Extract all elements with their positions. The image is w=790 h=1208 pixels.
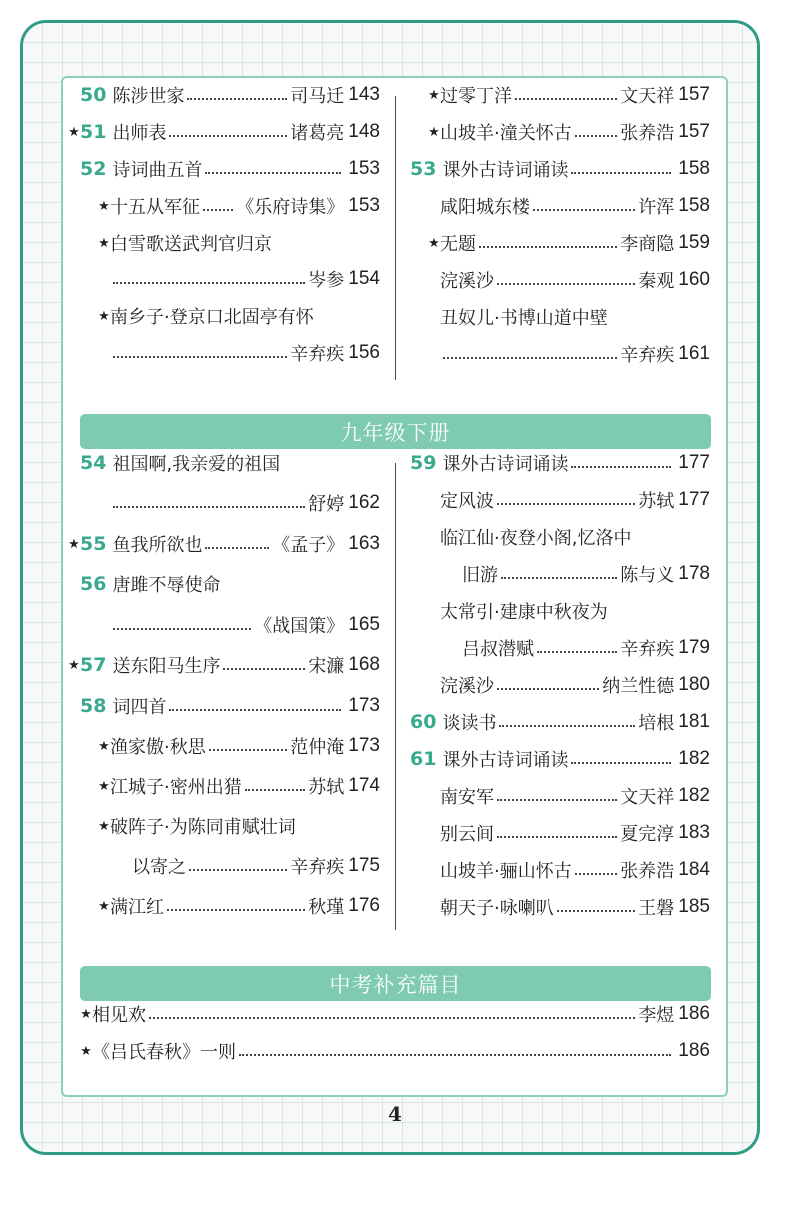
page-ref: 186 [678, 1040, 710, 1061]
entry-title: 破阵子·为陈同甫赋壮词 [110, 817, 296, 838]
entry-author: 苏轼 [638, 491, 675, 512]
toc-entry[interactable] [80, 450, 380, 476]
leader-dots [187, 97, 287, 100]
leader-dots [245, 788, 306, 791]
leader-dots [571, 465, 671, 468]
toc-entry[interactable] [410, 709, 710, 735]
entry-author: 《乐府诗集》 [236, 197, 345, 218]
entry-title: 过零丁洋 [440, 86, 512, 107]
entry-author: 李商隐 [620, 234, 675, 255]
page-ref: 182 [678, 785, 710, 806]
page-ref: 160 [678, 269, 710, 290]
star-marker: ★ [98, 198, 110, 214]
entry-author: 纳兰性德 [602, 676, 675, 697]
toc-entry[interactable] [440, 304, 710, 330]
entry-title: 别云间 [440, 824, 494, 845]
leader-dots [497, 687, 599, 690]
entry-author: 培根 [638, 713, 675, 734]
toc-entry[interactable] [462, 635, 710, 661]
star-marker: ★ [428, 235, 440, 251]
entry-author: 苏轼 [308, 777, 345, 798]
entry-author: 辛弃疾 [620, 639, 675, 660]
entry-title: 丑奴儿·书博山道中壁 [440, 308, 608, 329]
entry-title: 定风波 [440, 491, 494, 512]
toc-entry[interactable] [110, 340, 380, 366]
entry-title: 咸阳城东楼 [440, 197, 530, 218]
leader-dots [501, 576, 617, 579]
lesson-number: 50 [80, 84, 107, 106]
page-ref: 184 [678, 859, 710, 880]
toc-entry[interactable] [98, 230, 380, 256]
toc-entry[interactable] [440, 524, 710, 550]
toc-entry[interactable] [428, 82, 710, 108]
page-ref: 174 [348, 775, 380, 796]
lesson-number: 53 [410, 158, 437, 180]
entry-author: 许浑 [638, 197, 675, 218]
toc-entry[interactable] [80, 1038, 710, 1064]
star-marker: ★ [68, 657, 80, 673]
lesson-number: 55 [80, 533, 107, 555]
entry-title: 鱼我所欲也 [112, 535, 203, 556]
page-ref: 157 [678, 84, 710, 105]
entry-title: 吕叔潜赋 [462, 639, 534, 660]
star-marker: ★ [98, 308, 110, 324]
entry-author: 辛弃疾 [290, 344, 345, 365]
entry-title: 以寄之 [132, 857, 186, 878]
entry-author: 夏完淳 [620, 824, 675, 845]
entry-title: 太常引·建康中秋夜为 [440, 602, 608, 623]
toc-entry[interactable] [440, 894, 710, 920]
toc-entry[interactable] [440, 857, 710, 883]
entry-title: 送东阳马生序 [112, 656, 221, 677]
entry-author: 诸葛亮 [290, 123, 345, 144]
entry-author: 辛弃疾 [620, 345, 675, 366]
star-marker: ★ [98, 778, 110, 794]
toc-entry[interactable] [440, 341, 710, 367]
entry-author: 舒婷 [308, 494, 345, 515]
page-ref: 156 [348, 342, 380, 363]
page-ref: 176 [348, 895, 380, 916]
page-ref: 168 [348, 654, 380, 675]
page-ref: 158 [678, 195, 710, 216]
toc-entry[interactable] [440, 487, 710, 513]
page-ref: 173 [348, 735, 380, 756]
entry-title: 山坡羊·骊山怀古 [440, 861, 572, 882]
page-ref: 180 [678, 674, 710, 695]
entry-title: 陈涉世家 [112, 86, 185, 107]
lesson-number: 57 [80, 654, 107, 676]
toc-entry[interactable] [410, 450, 710, 476]
leader-dots [497, 282, 635, 285]
entry-title: 祖国啊,我亲爱的祖国 [112, 454, 281, 475]
toc-entry[interactable] [110, 266, 380, 292]
entry-title: 渔家傲·秋思 [110, 737, 206, 758]
entry-title: 出师表 [112, 123, 167, 144]
page-ref: 183 [678, 822, 710, 843]
toc-entry[interactable] [98, 193, 380, 219]
entry-title: 白雪歌送武判官归京 [110, 234, 272, 255]
entry-title: 谈读书 [442, 713, 497, 734]
page-ref: 175 [348, 855, 380, 876]
page-ref: 159 [678, 232, 710, 253]
entry-title: 南乡子·登京口北固亭有怀 [110, 307, 314, 328]
toc-entry[interactable] [80, 693, 380, 719]
page-ref: 165 [348, 614, 380, 635]
page-ref: 153 [348, 195, 380, 216]
page-ref: 153 [348, 158, 380, 179]
page-ref: 158 [678, 158, 710, 179]
leader-dots [223, 667, 305, 670]
leader-dots [479, 245, 617, 248]
leader-dots [113, 505, 305, 508]
lesson-number: 51 [80, 121, 107, 143]
leader-dots [205, 546, 269, 549]
page-ref: 157 [678, 121, 710, 142]
entry-title: 《吕氏春秋》一则 [92, 1042, 236, 1063]
page-number: 4 [388, 1102, 402, 1126]
lesson-number: 56 [80, 573, 107, 595]
toc-entry[interactable] [98, 733, 380, 759]
page-ref: 154 [348, 268, 380, 289]
leader-dots [443, 356, 617, 359]
toc-entry[interactable] [410, 746, 710, 772]
toc-entry[interactable] [68, 652, 380, 678]
entry-title: 相见欢 [92, 1005, 146, 1026]
entry-author: 岑参 [308, 270, 345, 291]
leader-dots [571, 171, 671, 174]
entry-title: 无题 [440, 234, 476, 255]
toc-entry[interactable] [110, 490, 380, 516]
toc-entry[interactable] [80, 82, 380, 108]
leader-dots [571, 761, 671, 764]
leader-dots [497, 835, 617, 838]
page-ref: 163 [348, 533, 380, 554]
entry-author: 范仲淹 [290, 737, 345, 758]
leader-dots [497, 798, 617, 801]
leader-dots [113, 355, 287, 358]
leader-dots [203, 208, 233, 211]
page-ref: 182 [678, 748, 710, 769]
toc-entry[interactable] [98, 303, 380, 329]
toc-entry[interactable] [462, 561, 710, 587]
entry-author: 辛弃疾 [290, 857, 345, 878]
entry-author: 张养浩 [620, 123, 675, 144]
leader-dots [167, 908, 305, 911]
star-marker: ★ [98, 818, 110, 834]
toc-entry[interactable] [428, 119, 710, 145]
page-ref: 148 [348, 121, 380, 142]
section-banner-grade9-book2 [80, 414, 711, 449]
star-marker: ★ [68, 536, 80, 552]
toc-entry[interactable] [440, 820, 710, 846]
leader-dots [499, 724, 635, 727]
star-marker: ★ [428, 87, 440, 103]
leader-dots [205, 171, 341, 174]
star-marker: ★ [98, 898, 110, 914]
page-ref: 178 [678, 563, 710, 584]
star-marker: ★ [428, 124, 440, 140]
toc-entry[interactable] [410, 156, 710, 182]
toc-entry[interactable] [132, 853, 380, 879]
leader-dots [557, 909, 636, 912]
entry-title: 山坡羊·潼关怀古 [440, 123, 572, 144]
page-ref: 181 [678, 711, 710, 732]
page-ref: 173 [348, 695, 380, 716]
entry-author: 陈与义 [620, 565, 675, 586]
leader-dots [239, 1053, 671, 1056]
leader-dots [169, 134, 287, 137]
entry-title: 临江仙·夜登小阁,忆洛中 [440, 528, 632, 549]
entry-title: 唐雎不辱使命 [112, 575, 221, 596]
leader-dots [149, 1016, 635, 1019]
leader-dots [575, 872, 618, 875]
page-ref: 177 [678, 489, 710, 510]
leader-dots [515, 97, 617, 100]
page-ref: 185 [678, 896, 710, 917]
leader-dots [575, 134, 618, 137]
toc-entry[interactable] [80, 571, 380, 597]
toc-entry[interactable] [98, 893, 380, 919]
entry-author: 文天祥 [620, 787, 675, 808]
entry-author: 李煜 [638, 1005, 675, 1026]
entry-title: 朝天子·咏喇叭 [440, 898, 554, 919]
entry-author: 司马迁 [290, 86, 345, 107]
leader-dots [533, 208, 635, 211]
entry-author: 秋瑾 [308, 897, 345, 918]
entry-author: 秦观 [638, 271, 675, 292]
entry-title: 十五从军征 [110, 197, 200, 218]
toc-entry[interactable] [440, 672, 710, 698]
entry-title: 课外古诗词诵读 [442, 160, 569, 181]
entry-author: 宋濂 [308, 656, 345, 677]
lesson-number: 58 [80, 695, 107, 717]
star-marker: ★ [98, 738, 110, 754]
section-banner-exam-supplement [80, 966, 711, 1001]
column-divider-lower [395, 463, 396, 930]
page-ref: 177 [678, 452, 710, 473]
star-marker: ★ [68, 124, 80, 140]
lesson-number: 60 [410, 711, 437, 733]
lesson-number: 59 [410, 452, 437, 474]
entry-title: 南安军 [440, 787, 494, 808]
entry-title: 浣溪沙 [440, 676, 494, 697]
entry-author: 《孟子》 [272, 535, 345, 556]
entry-author: 王磐 [638, 898, 675, 919]
page-ref: 162 [348, 492, 380, 513]
entry-title: 浣溪沙 [440, 271, 494, 292]
entry-title: 课外古诗词诵读 [442, 454, 569, 475]
entry-title: 江城子·密州出猎 [110, 777, 242, 798]
toc-entry[interactable] [98, 813, 380, 839]
toc-entry[interactable] [440, 267, 710, 293]
entry-title: 词四首 [112, 697, 167, 718]
toc-entry[interactable] [428, 230, 710, 256]
toc-entry[interactable] [98, 773, 380, 799]
star-marker: ★ [98, 235, 110, 251]
entry-title: 诗词曲五首 [112, 160, 203, 181]
section-title: 中考补充篇目 [329, 972, 462, 997]
lesson-number: 52 [80, 158, 107, 180]
toc-entry[interactable] [440, 193, 710, 219]
toc-entry[interactable] [440, 598, 710, 624]
entry-author: 张养浩 [620, 861, 675, 882]
leader-dots [113, 281, 305, 284]
page-ref: 161 [678, 343, 710, 364]
column-divider-upper [395, 96, 396, 380]
entry-author: 《战国策》 [254, 616, 345, 637]
leader-dots [537, 650, 617, 653]
toc-entry[interactable] [80, 156, 380, 182]
leader-dots [209, 748, 288, 751]
star-marker: ★ [80, 1043, 92, 1059]
entry-title: 课外古诗词诵读 [442, 750, 569, 771]
toc-entry[interactable] [110, 612, 380, 638]
lesson-number: 61 [410, 748, 437, 770]
entry-title: 旧游 [462, 565, 498, 586]
leader-dots [497, 502, 635, 505]
toc-entry[interactable] [440, 783, 710, 809]
entry-title: 满江红 [110, 897, 164, 918]
section-title: 九年级下册 [340, 420, 451, 445]
lesson-number: 54 [80, 452, 107, 474]
leader-dots [189, 868, 287, 871]
toc-entry[interactable] [68, 531, 380, 557]
leader-dots [169, 708, 341, 711]
page-ref: 179 [678, 637, 710, 658]
leader-dots [113, 627, 251, 630]
entry-author: 文天祥 [620, 86, 675, 107]
toc-entry[interactable] [68, 119, 380, 145]
star-marker: ★ [80, 1006, 92, 1022]
page-ref: 186 [678, 1003, 710, 1024]
toc-entry[interactable] [80, 1001, 710, 1027]
page-ref: 143 [348, 84, 380, 105]
